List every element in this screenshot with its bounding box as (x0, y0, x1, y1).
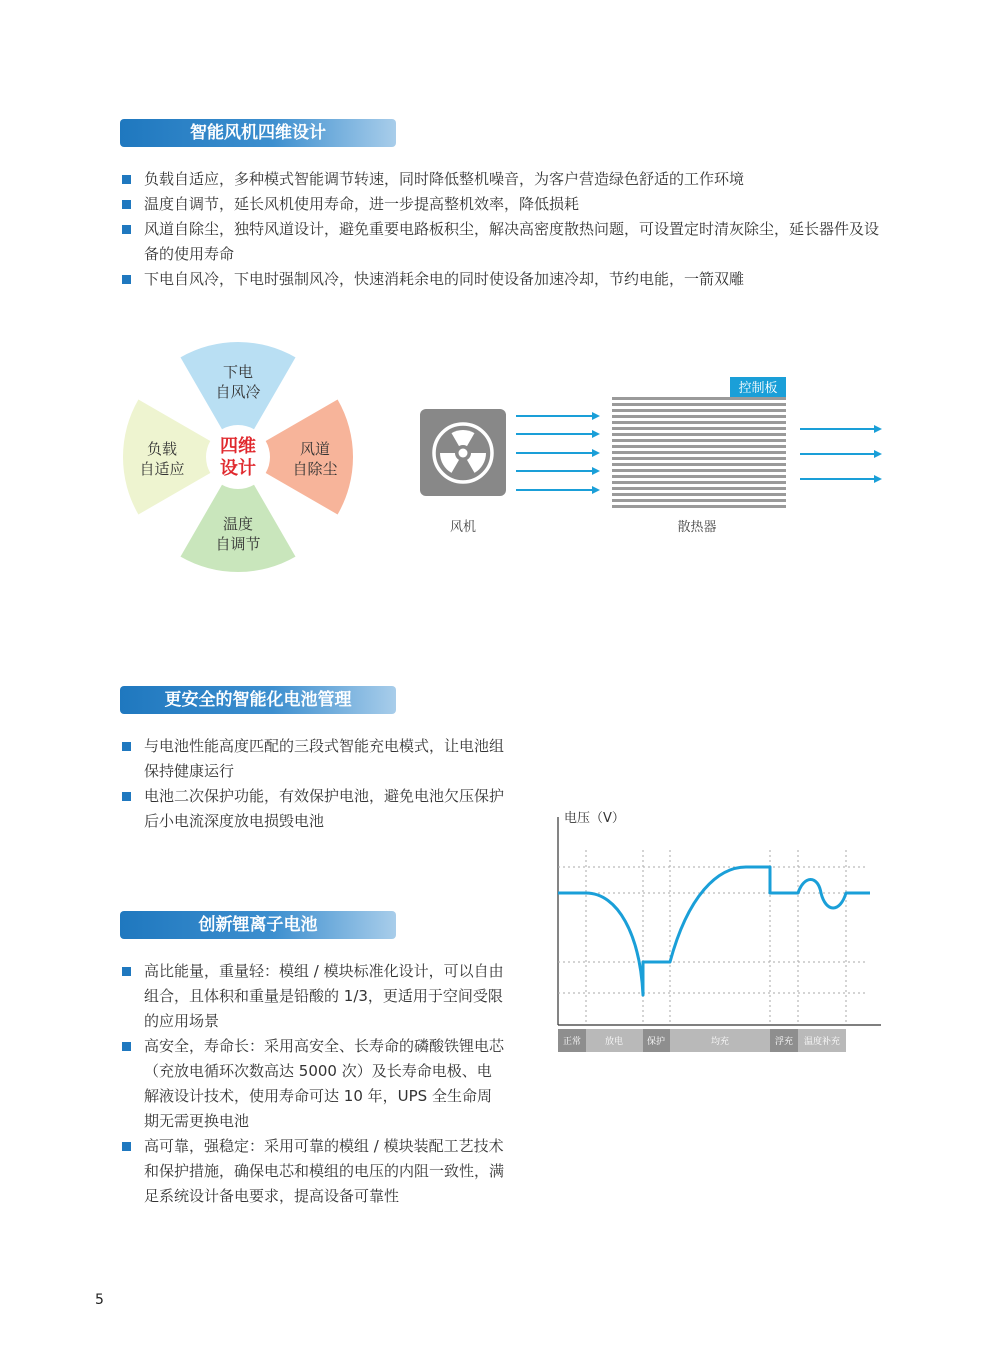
arrow-right-icon (800, 429, 880, 479)
petal-bottom-label-2: 自调节 (215, 535, 261, 553)
fan-feature-list (120, 167, 890, 292)
heatsink-fin (612, 493, 786, 496)
page-number: 5 (95, 1292, 104, 1308)
battery-mgmt-list (120, 734, 505, 834)
petal-left-label-1: 负载 (146, 440, 178, 458)
list-item: 下电自风冷，下电时强制风冷，快速消耗余电的同时使设备加速冷却，节约电能，一箭双雕 (120, 267, 890, 292)
control-board-label: 控制板 (738, 381, 778, 396)
fan-label: 风机 (449, 520, 477, 535)
heatsink-fin (612, 451, 786, 454)
lithium-feature-list (120, 959, 505, 1209)
petal-bottom-label-1: 温度 (222, 515, 254, 533)
airflow-diagram (410, 375, 900, 545)
phase-bar (558, 1029, 846, 1052)
heatsink-fin (612, 433, 786, 436)
phase-label: 温度补充 (803, 1037, 841, 1047)
fan-icon (420, 409, 506, 496)
list-item: 高比能量，重量轻：模组 / 模块标准化设计，可以自由组合，且体积和重量是铅酸的 1/3，更适用于空间受限的应用场景 (120, 959, 505, 1034)
chart-ylabel: 电压（V） (564, 811, 625, 826)
section-title-fan: 智能风机四维设计 (120, 119, 396, 147)
heatsink-fin (612, 469, 786, 472)
list-item: 温度自调节，延长风机使用寿命，进一步提高整机效率，降低损耗 (120, 192, 890, 217)
chart-grid (558, 850, 866, 1025)
four-dim-diagram (110, 330, 370, 585)
list-item: 电池二次保护功能，有效保护电池，避免电池欠压保护后小电流深度放电损毁电池 (120, 784, 505, 834)
section-title-lithium: 创新锂离子电池 (120, 911, 396, 939)
heatsink-fin (612, 403, 786, 406)
petal-right-label-2: 自除尘 (292, 460, 338, 478)
heatsink-fin (612, 505, 786, 508)
heatsink-fin (612, 499, 786, 502)
heatsink-fin (612, 445, 786, 448)
heatsink-fin (612, 463, 786, 466)
center-label-line1: 四维 (220, 436, 256, 457)
section-title-battery-mgmt: 更安全的智能化电池管理 (120, 686, 396, 714)
list-item: 高可靠，强稳定：采用可靠的模组 / 模块装配工艺技术和保护措施，确保电芯和模组的电压的内阻一致性，满足系统设计备电要求，提高设备可靠性 (120, 1134, 505, 1209)
list-item: 与电池性能高度匹配的三段式智能充电模式，让电池组保持健康运行 (120, 734, 505, 784)
heatsink-fin (612, 427, 786, 430)
heatsink-fin (612, 421, 786, 424)
heatsink-fin (612, 481, 786, 484)
petal-right-label-1: 风道 (299, 440, 331, 458)
heatsink-fin (612, 475, 786, 478)
petal-left-label-2: 自适应 (139, 460, 185, 478)
center-label-line2: 设计 (220, 458, 256, 479)
petal-top-label-2: 自风冷 (215, 383, 261, 401)
phase-label: 保护 (646, 1037, 666, 1047)
heatsink-fin (612, 487, 786, 490)
list-item: 负载自适应，多种模式智能调节转速，同时降低整机噪音，为客户营造绿色舒适的工作环境 (120, 167, 890, 192)
petal-top-label-1: 下电 (222, 363, 254, 381)
list-item: 高安全，寿命长：采用高安全、长寿命的磷酸铁锂电芯（充放电循环次数高达 5000 次）及长寿命电极、电解液设计技术，使用寿命可达 10 年，UPS 全生命周期无需更换电池 (120, 1034, 505, 1134)
voltage-series-line (558, 867, 870, 995)
heatsink (612, 377, 786, 510)
phase-label: 放电 (604, 1037, 624, 1047)
phase-label: 浮充 (774, 1037, 794, 1047)
heatsink-fin (612, 409, 786, 412)
heatsink-fin (612, 397, 786, 400)
heatsink-fin (612, 439, 786, 442)
voltage-chart (548, 805, 893, 1055)
heatsink-fin (612, 415, 786, 418)
phase-label: 均充 (710, 1037, 730, 1047)
arrow-right-icon (516, 416, 598, 490)
heatsink-fin (612, 457, 786, 460)
heatsink-label: 散热器 (677, 520, 717, 535)
phase-label: 正常 (562, 1037, 582, 1047)
list-item: 风道自除尘，独特风道设计，避免重要电路板积尘，解决高密度散热问题，可设置定时清灰除尘，延长器件及设备的使用寿命 (120, 217, 890, 267)
